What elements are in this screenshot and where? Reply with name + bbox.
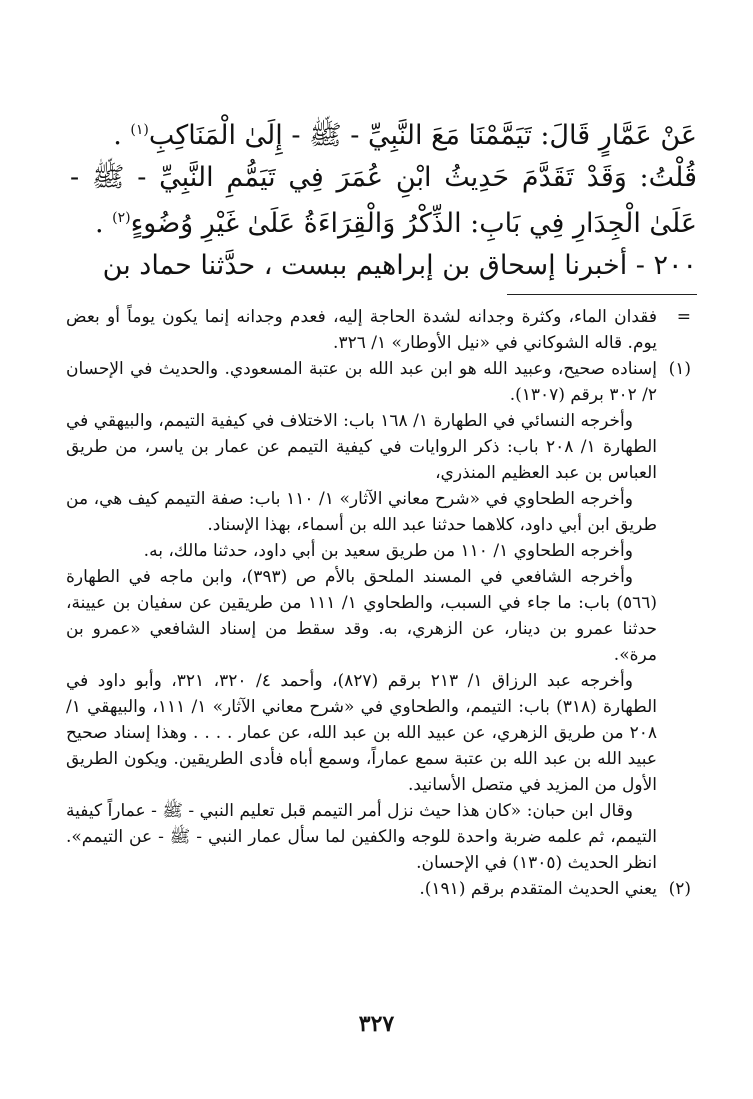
- footnote-2: [66, 876, 691, 902]
- footnote-1-para: وأخرجه الطحاوي ١/ ١١٠ من طريق سعيد بن أبي داود، حدثنا مالك، به.: [143, 541, 633, 561]
- footnote-divider: [507, 294, 697, 295]
- page-number: ٣٢٧: [358, 1011, 395, 1037]
- hadith-200-start: ٢٠٠ - أخبرنا إسحاق بن إبراهيم ببست ، حدَّثنا حماد بن: [102, 250, 697, 281]
- continuation-marker: =: [676, 307, 691, 327]
- footnote-1: [66, 356, 691, 876]
- footnote-2-text: يعني الحديث المتقدم برقم (١٩١).: [419, 879, 657, 899]
- footnote-1-para: وأخرجه الشافعي في المسند الملحق بالأم ص (٣٩٣)، وابن ماجه في الطهارة (٥٦٦) باب: ما جاء في السبب، والطحاوي ١/ ١١١ من طريقين عن سفيان بن عيينة، حدثنا عمرو بن دينار، عن الزهري، به. وقد سقط من إسناد الشافعي «عمرو بن مرة».: [66, 567, 658, 665]
- footnote-ref-1[interactable]: (١): [130, 122, 149, 138]
- footnote-ref-2[interactable]: (٢): [112, 210, 131, 226]
- footnote-continuation-text: فقدان الماء، وكثرة وجدانه لشدة الحاجة إليه، فعدم وجدانه إنما يكون يوماً أو بعض يوم. قاله الشوكاني في «نيل الأوطار» ١/ ٣٢٦.: [66, 307, 657, 353]
- sentence-end: .: [94, 208, 113, 239]
- footnote-1-para: وأخرجه الطحاوي في «شرح معاني الآثار» ١/ ١١٠ باب: صفة التيمم كيف هي، من طريق ابن أبي داود، كلاهما حدثنا عبد الله بن أسماء، بهذا الإسناد.: [66, 489, 657, 535]
- footnotes-section: [66, 304, 691, 902]
- author-comment: [70, 158, 697, 244]
- footnote-2-marker: (٢): [668, 879, 691, 899]
- hadith-narration: عَنْ عَمَّارٍ قَالَ: تَيَمَّمْنَا مَعَ النَّبِيِّ - ﷺ - إِلَىٰ الْمَنَاكِبِ: [148, 120, 697, 151]
- footnote-1-marker: (١): [668, 359, 691, 379]
- footnote-1-para: وأخرجه النسائي في الطهارة ١/ ١٦٨ باب: الاختلاف في كيفية التيمم، والبيهقي في الطهارة ١/ ٢٠٨ باب: ذكر الروايات في كيفية التيمم عن عمار بن ياسر، من طريق العباس بن عبد العظيم المنذري،: [66, 411, 657, 483]
- author-comment-text: قُلْتُ: وَقَدْ تَقَدَّمَ حَدِيثُ ابْنِ عُمَرَ فِي تَيَمُّمِ النَّبِيِّ - ﷺ - عَلَىٰ الْجِدَارِ فِي بَابِ: الذِّكْرُ وَالْقِرَاءَةُ عَلَىٰ غَيْرِ وُضُوءٍ: [70, 162, 697, 239]
- footnote-1-para: إسناده صحيح، وعبيد الله هو ابن عبد الله بن عتبة المسعودي. والحديث في الإحسان ٢/ ٣٠٢ برقم (١٣٠٧).: [66, 359, 657, 405]
- main-text-block: [70, 110, 697, 288]
- footnote-1-para: وقال ابن حبان: «كان هذا حيث نزل أمر التيمم قبل تعليم النبي - ﷺ - عماراً كيفية التيمم، ثم علمه ضربة واحدة للوجه والكفين لما سأل عمار النبي - ﷺ - عن التيمم». انظر الحديث (١٣٠٥) في الإحسان.: [66, 801, 657, 873]
- footnote-1-para: وأخرجه عبد الرزاق ١/ ٢١٣ برقم (٨٢٧)، وأحمد ٤/ ٣٢٠، ٣٢١، وأبو داود في الطهارة (٣١٨) باب: التيمم، والطحاوي في «شرح معاني الآثار» ١/ ١١١، والبيهقي ١/ ٢٠٨ من طريق الزهري، عن عبيد الله بن عبد الله، عن عمار . . . . وهذا إسناد صحيح عبيد الله بن عبد الله بن عتبة سمع عماراً، وسمع أباه فأدى الطريقين. ويكون الطريق الأول من المزيد في متصل الأسانيد.: [66, 671, 657, 795]
- sentence-end: .: [113, 120, 131, 151]
- footnote-continuation: [66, 304, 691, 356]
- hadith-text-line: [70, 110, 697, 156]
